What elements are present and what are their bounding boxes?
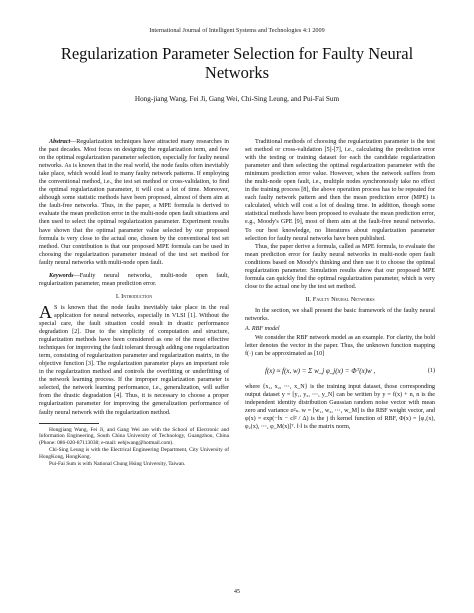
section-introduction-heading: I. Introduction (115, 292, 153, 300)
right-column (245, 138, 435, 432)
footnote-divider (39, 423, 99, 424)
footnote-affiliation-3: Pui-Fai Sum is with National Chung Hsing University, Taiwan. (49, 461, 186, 468)
intro-text: S is known that the node faults inevitably take place in the real application for neural networks, especially in VLSI [1]. Without the special care, the fault situation could result in drastic performance degradation [2]. Due to the simplicity of computation and structure, regularization methods have been considered as one of the most effective techniques for improving the fault tolerant through adding one regularization term, consisting of regularization parameter and regularization matrix, in the objective function [3]. The regularization parameter plays an important role in the regularization method and controls the overfitting or underfitting of the network learning process. If the improper regularization parameter is selected, the network learning performance, i.e., generalization, will suffer from the drastic degradation [4]. Thus, it is necessary to choose a proper regularization parameter for improving the generalization performance of faulty neural network with the regularization method. (39, 304, 229, 416)
subsection-rbf-heading: A. RBF model (245, 326, 280, 333)
abstract-text: —Regularization techniques have attracted many researches in the past decades. Most focus on designing the regularization term, and few on the optimal regularization parameter selection, especially for faulty neural networks. As is known that in the real world, the node faults often inevitably take place, which would lead to many faulty network patterns. If employing the conventional method, i.e., the test set method or cross-validation, to find the optimal regularization parameter, it will cost a lot of time. Moreover, although some statistic methods have been proposed, almost of them aim at the fault-free networks. Thus, in the paper, a MPE formula is derived to evaluate the mean prediction error in the multi-node open fault situations and then used to select the optimal regularization parameter. Experiment results have shown that the optimal parameter value selected by our proposed formula is very close to the actual one, chosen by the conventional test set method. Our contribution is that our proposed MPE formula can be used in choosing the regularization parameter instead of the test set method for faulty neural networks with multi-node open fault. (39, 139, 229, 266)
page-number: 45 (234, 589, 240, 595)
author-list: Hong-jiang Wang, Fei Ji, Gang Wei, Chi-Sing Leung, and Pui-Fai Sum (134, 95, 340, 103)
dropcap-letter: A (39, 301, 52, 322)
keywords-text: —Faulty neural networks, multi-node open fault, regularization parameter, mean prediction error. (39, 272, 229, 287)
body-paragraph-4: We consider the RBF network model as an example. For clarity, the bold letter denotes the vector in the paper. Thus, the unknown function mapping f(·) can be approximated as [10] (245, 335, 435, 358)
abstract (39, 138, 229, 267)
keywords-label: Keywords (49, 272, 74, 279)
abstract-label: Abstract (49, 139, 71, 145)
body-paragraph-3: In the section, we shall present the basic framework of the faulty neural networks. (245, 307, 435, 322)
body-paragraph-5: where {x₁, x₂, ⋯, x_N} is the training input dataset, those corresponding output dataset y = [y₁, y₂, ⋯, y_N] can be written by y = f(x) + n, n is the independent identity distribution Gaussian random noise vector with mean zero and variance σ²ₙ. w = [w₁, w₂, ⋯, w_M] is the RBF weight vector, and φ(x) = exp(−‖x − c‖² / Δ) is the j th kernel function of RBF, Φ(x) = [φ₁(x), φ₂(x), ⋯, φ_M(x)]ᵀ. ‖·‖ is the matrix norm, (245, 384, 435, 431)
body-paragraph-2: Thus, the paper derive a formula, called as MPE formula, to evaluate the mean prediction error for faulty neural networks in multi-node open fault conditions based on Moody's thinking and then use it to choose the optimal regularization parameter. Simulation results show that our proposed MPE formula can quickly find the optimal regularization parameter, which is very close to the actual one by the test set method. (245, 243, 435, 290)
footnote-affiliation-1: Hongjiang Wang, Fei Ji, and Gang Wei are with the School of Electronic and Information Engineering, South China University of Technology, Guangzhou, China (Phone: 086-020-87113038; e-mail: eehjwang@hotmail.com). (39, 426, 229, 447)
left-column (39, 138, 229, 468)
equation-body: f(x) ≈ f(x, w) = Σ w_j φ_j(x) = Φᵀ(x)w , (265, 367, 376, 376)
body-paragraph-1: Traditional methods of choosing the regularization parameter is the test set method or cross-validation [5]-[7], i.e., calculating the prediction error with the testing or training dataset for each the candidate regularization parameter and then selecting the optimal regularization parameter with the minimum prediction error value. However, when the network suffers from the multi-node open fault, i.e., multiple nodes synchronously take no effect in the training process [8], the above operation process has to be repeated for each faulty network pattern and then the mean prediction error (MPE) is calculated, which will cost a lot of dealing time. In addition, though some statistical methods have been proposed to evaluate the mean prediction error, e.g., Moody's GPE [9], most of them aim at the fault-free neural networks. To our best knowledge, no literatures about regularization parameter selection for faulty neural networks have been published. (245, 139, 435, 242)
section-faulty-networks-heading: II. Faulty Neural Networks (305, 295, 375, 303)
equation-1 (245, 362, 435, 380)
keywords (39, 272, 229, 288)
running-header: International Journal of Intelligent Systems and Technologies 4:1 2009 (149, 27, 325, 34)
equation-number: (1) (427, 368, 435, 375)
paper-title: Regularization Parameter Selection for Faulty Neural Networks (60, 44, 414, 82)
footnote-affiliation-2: Chi-Sing Leung is with the Electrical Engineering Department, City University of HongKong, HongKong. (39, 447, 229, 461)
intro-paragraph (39, 301, 229, 417)
